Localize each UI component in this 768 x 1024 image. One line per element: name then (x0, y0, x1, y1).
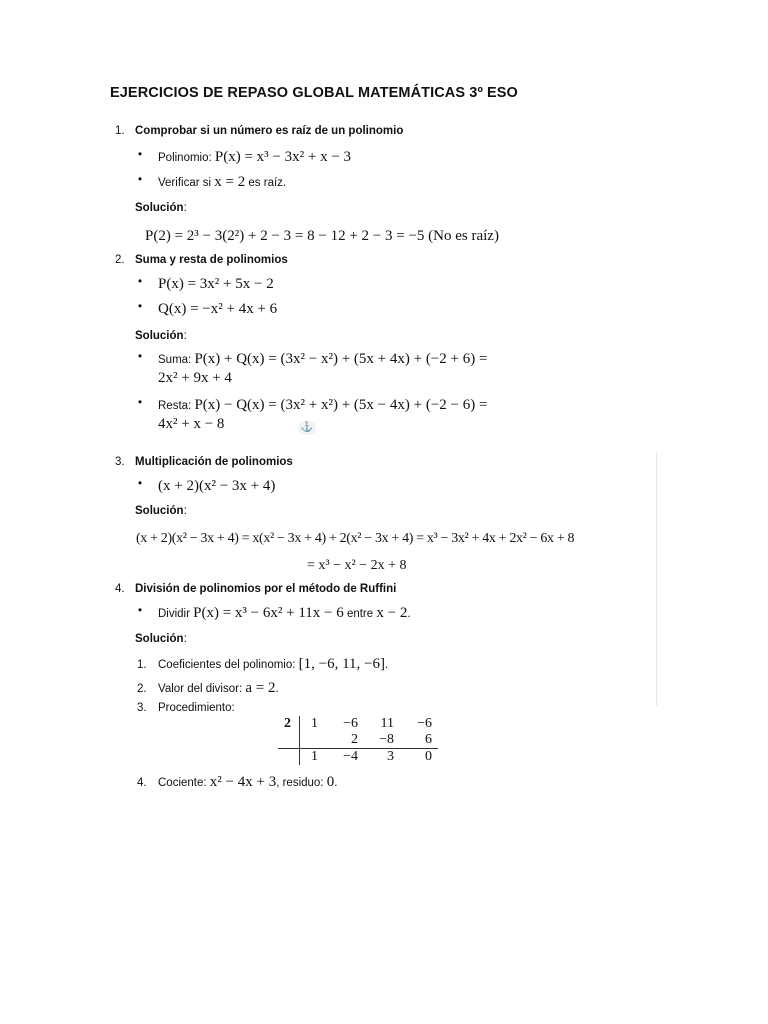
section-2-heading: 2. Suma y resta de polinomios (115, 254, 288, 266)
ruffini-cell: −6 (343, 716, 358, 731)
ruffini-pivot: 2 (278, 716, 300, 732)
anchor-icon[interactable]: ⚓ (298, 421, 316, 435)
section-4-step-4: 4. Cociente: x² − 4x + 3, residuo: 0. (137, 774, 338, 790)
ruffini-table (278, 716, 438, 765)
section-1-bullet-1: • Polinomio: P(x) = x³ − 3x² + x − 3 (140, 149, 351, 166)
section-1-bullet-2: • Verificar si x = 2 es raíz. (140, 174, 286, 191)
section-2-solution-label: Solución: (135, 330, 187, 342)
ruffini-cell: 1 (300, 749, 325, 766)
ruffini-cell: 6 (425, 732, 432, 747)
ruffini-cell: −8 (379, 732, 394, 747)
section-3-solution-display-2: = x³ − x² − 2x + 8 (307, 558, 407, 573)
section-1-solution-display: P(2) = 2³ − 3(2²) + 2 − 3 = 8 − 12 + 2 − 3 = −5 (No es raíz) (145, 228, 499, 244)
section-2-sum: • Suma: P(x) + Q(x) = (3x² − x²) + (5x + 4x) + (−2 + 6) = 2x² + 9x + 4 (140, 351, 487, 387)
section-4-step-2: 2. Valor del divisor: a = 2. (137, 680, 279, 696)
section-4-solution-label: Solución: (135, 633, 187, 645)
ruffini-cell: −6 (417, 716, 432, 731)
ruffini-cell: 0 (400, 749, 438, 766)
section-3-solution-label: Solución: (135, 505, 187, 517)
section-2-bullet-1: • P(x) = 3x² + 5x − 2 (140, 276, 274, 293)
page-title: EJERCICIOS DE REPASO GLOBAL MATEMÁTICAS 3º ESO (110, 85, 518, 101)
section-3-heading: 3. Multiplicación de polinomios (115, 456, 293, 468)
section-4-step-3: 3. Procedimiento: (137, 702, 235, 714)
ruffini-cell (300, 732, 325, 749)
section-3-bullet-1: • (x + 2)(x² − 3x + 4) (140, 478, 275, 495)
ruffini-cell: 3 (364, 749, 400, 766)
ruffini-pivot-blank (278, 749, 300, 766)
ruffini-cell: 11 (380, 716, 394, 731)
ruffini-cell: 1 (311, 716, 318, 731)
section-3-solution-display-1: (x + 2)(x² − 3x + 4) = x(x² − 3x + 4) + 2(x² − 3x + 4) = x³ − 3x² + 4x + 2x² − 6x + 8 (136, 531, 575, 546)
section-2-bullet-2: • Q(x) = −x² + 4x + 6 (140, 301, 277, 318)
ruffini-pivot-blank (278, 732, 300, 749)
section-4-step-1: 1. Coeficientes del polinomio: [1, −6, 11, −6]. (137, 656, 389, 672)
section-1-solution-label: Solución: (135, 202, 187, 214)
section-4-heading: 4. División de polinomios por el método de Ruffini (115, 583, 397, 595)
ruffini-cell: 2 (351, 732, 358, 747)
section-2-difference: • Resta: P(x) − Q(x) = (3x² + x²) + (5x − 4x) + (−2 − 6) = 4x² + x − 8 (140, 397, 487, 433)
section-4-bullet-1: • Dividir P(x) = x³ − 6x² + 11x − 6 entre x − 2. (140, 605, 411, 622)
scan-edge-divider (656, 452, 657, 706)
section-1-heading: 1. Comprobar si un número es raíz de un polinomio (115, 125, 404, 137)
ruffini-cell: −4 (324, 749, 364, 766)
